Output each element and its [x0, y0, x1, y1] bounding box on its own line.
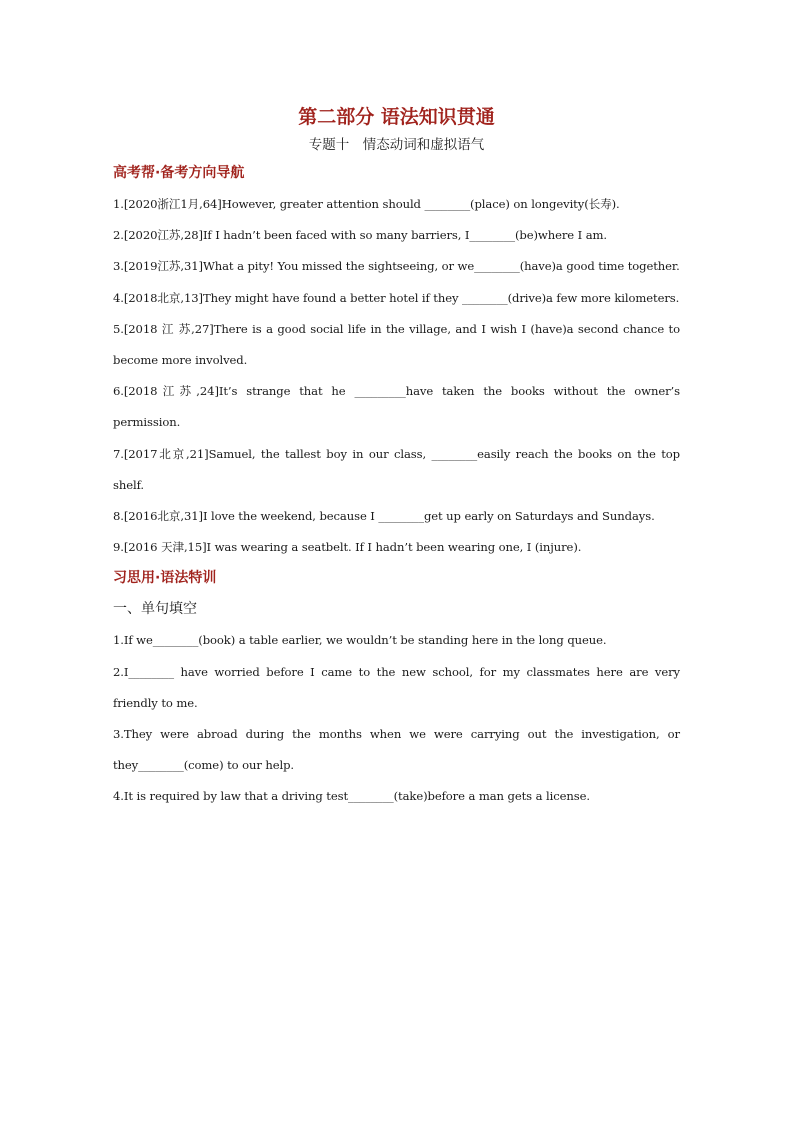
exercise-item: 4.It is required by law that a driving test________(take)before a man gets a license. [113, 789, 590, 804]
page-title: 第二部分 语法知识贯通 [298, 106, 495, 128]
exercise-item: 3.They were abroad during the months when we were carrying out the investigation, or they________(come) to our help. [113, 727, 680, 773]
exercise-item: 9.[2016 天津,15]I was wearing a seatbelt. If I hadn’t been wearing one, I (injure). [113, 540, 582, 555]
section-exam-guide [113, 158, 680, 563]
exercise-item: 4.[2018北京,13]They might have found a better hotel if they ________(drive)a few more kilometers. [113, 290, 680, 305]
exercise-item: 2.[2020江苏,28]If I hadn’t been faced with so many barriers, I________(be)where I am. [113, 228, 608, 243]
document-page [113, 100, 680, 813]
section-grammar-practice [113, 563, 680, 812]
exercise-item: 1.[2020浙江1月,64]However, greater attention should ________(place) on longevity(长寿). [113, 197, 620, 211]
exercise-item: 6.[2018江苏,24]It’s strange that he _________have taken the books without the owner’s permission. [113, 384, 680, 430]
exercise-item: 8.[2016北京,31]I love the weekend, because I ________get up early on Saturdays and Sundays. [113, 509, 655, 524]
exercise-item: 3.[2019江苏,31]What a pity! You missed the sightseeing, or we________(have)a good time together. [113, 259, 680, 274]
exercise-item: 7.[2017北京,21]Samuel, the tallest boy in our class, ________easily reach the books on the top shelf. [113, 446, 680, 492]
section-heading-exam-guide: 高考帮·备考方向导航 [113, 165, 245, 181]
section-heading-grammar-practice: 习思用·语法特训 [113, 570, 217, 587]
sub-heading-fill-blank: 一、单句填空 [113, 601, 197, 618]
exercise-item: 5.[2018 江 苏,27]There is a good social life in the village, and I wish I (have)a second chance to become more involved. [113, 321, 680, 368]
page-subtitle: 专题十 情态动词和虚拟语气 [308, 137, 485, 153]
exercise-item: 2.I________ have worried before I came to the new school, for my classmates here are very friendly to me. [113, 664, 680, 710]
exercise-item: 1.If we________(book) a table earlier, we wouldn’t be standing here in the long queue. [113, 633, 607, 648]
